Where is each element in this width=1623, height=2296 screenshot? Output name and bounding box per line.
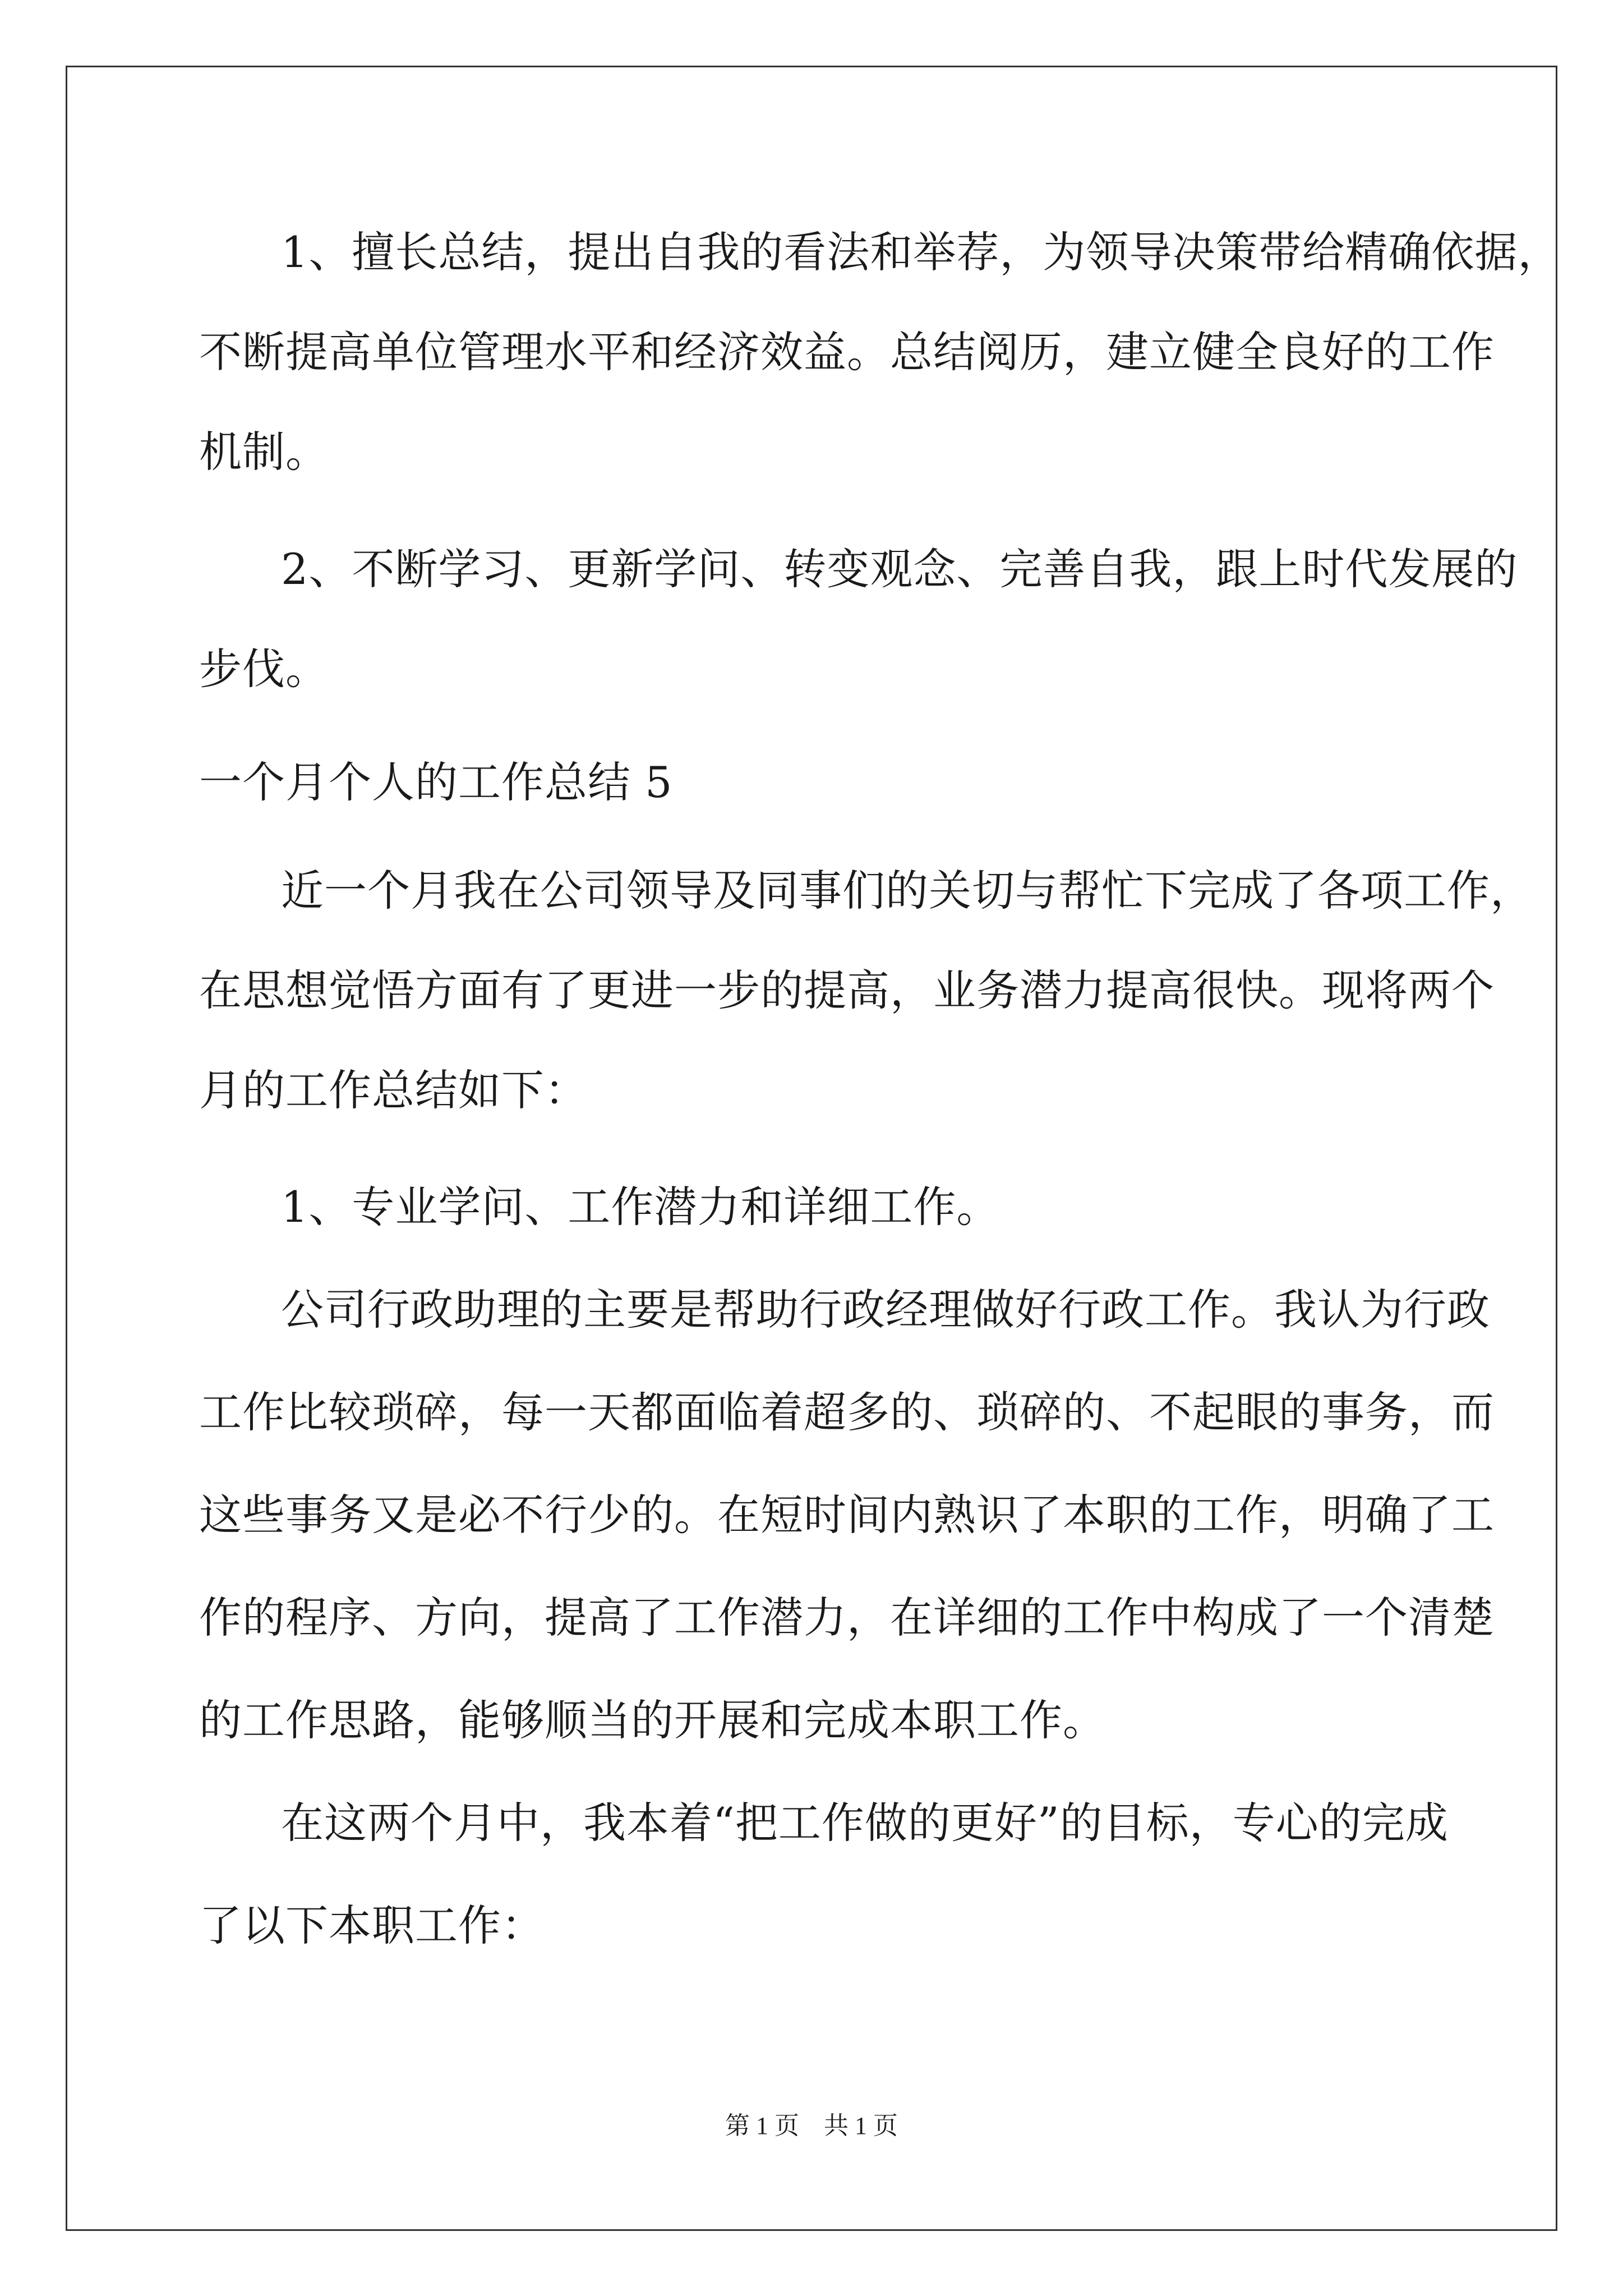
paragraph-line: 的工作思路，能够顺当的开展和完成本职工作。 bbox=[199, 1695, 1106, 1745]
paragraph-line: 月的工作总结如下： bbox=[199, 1065, 588, 1115]
section-heading: 一个月个人的工作总结 5 bbox=[199, 757, 673, 807]
paragraph-line: 步伐。 bbox=[199, 644, 329, 694]
paragraph-line: 在思想觉悟方面有了更进一步的提高，业务潜力提高很快。现将两个 bbox=[199, 965, 1495, 1015]
paragraph-line: 公司行政助理的主要是帮助行政经理做好行政工作。我认为行政 bbox=[281, 1285, 1490, 1335]
paragraph-line: 2、不断学习、更新学问、转变观念、完善自我，跟上时代发展的 bbox=[281, 544, 1518, 594]
paragraph-line: 机制。 bbox=[199, 427, 329, 477]
paragraph-line: 在这两个月中，我本着“把工作做的更好”的目标，专心的完成 bbox=[281, 1798, 1449, 1848]
paragraph-line: 1、专业学问、工作潜力和详细工作。 bbox=[281, 1182, 1000, 1232]
paragraph-line: 这些事务又是必不行少的。在短时间内熟识了本职的工作，明确了工 bbox=[199, 1490, 1495, 1540]
page-footer: 第 1 页 共 1 页 bbox=[725, 2112, 898, 2139]
paragraph-line: 作的程序、方向，提高了工作潜力，在详细的工作中构成了一个清楚 bbox=[199, 1593, 1495, 1642]
paragraph-line: 1、擅长总结，提出自我的看法和举荐，为领导决策带给精确依据， bbox=[281, 227, 1561, 277]
paragraph-line: 了以下本职工作： bbox=[199, 1901, 545, 1950]
paragraph-line: 工作比较琐碎，每一天都面临着超多的、琐碎的、不起眼的事务，而 bbox=[199, 1387, 1495, 1437]
paragraph-line: 不断提高单位管理水平和经济效益。总结阅历，建立健全良好的工作 bbox=[199, 327, 1495, 377]
paragraph-line: 近一个月我在公司领导及同事们的关切与帮忙下完成了各项工作， bbox=[281, 866, 1533, 915]
